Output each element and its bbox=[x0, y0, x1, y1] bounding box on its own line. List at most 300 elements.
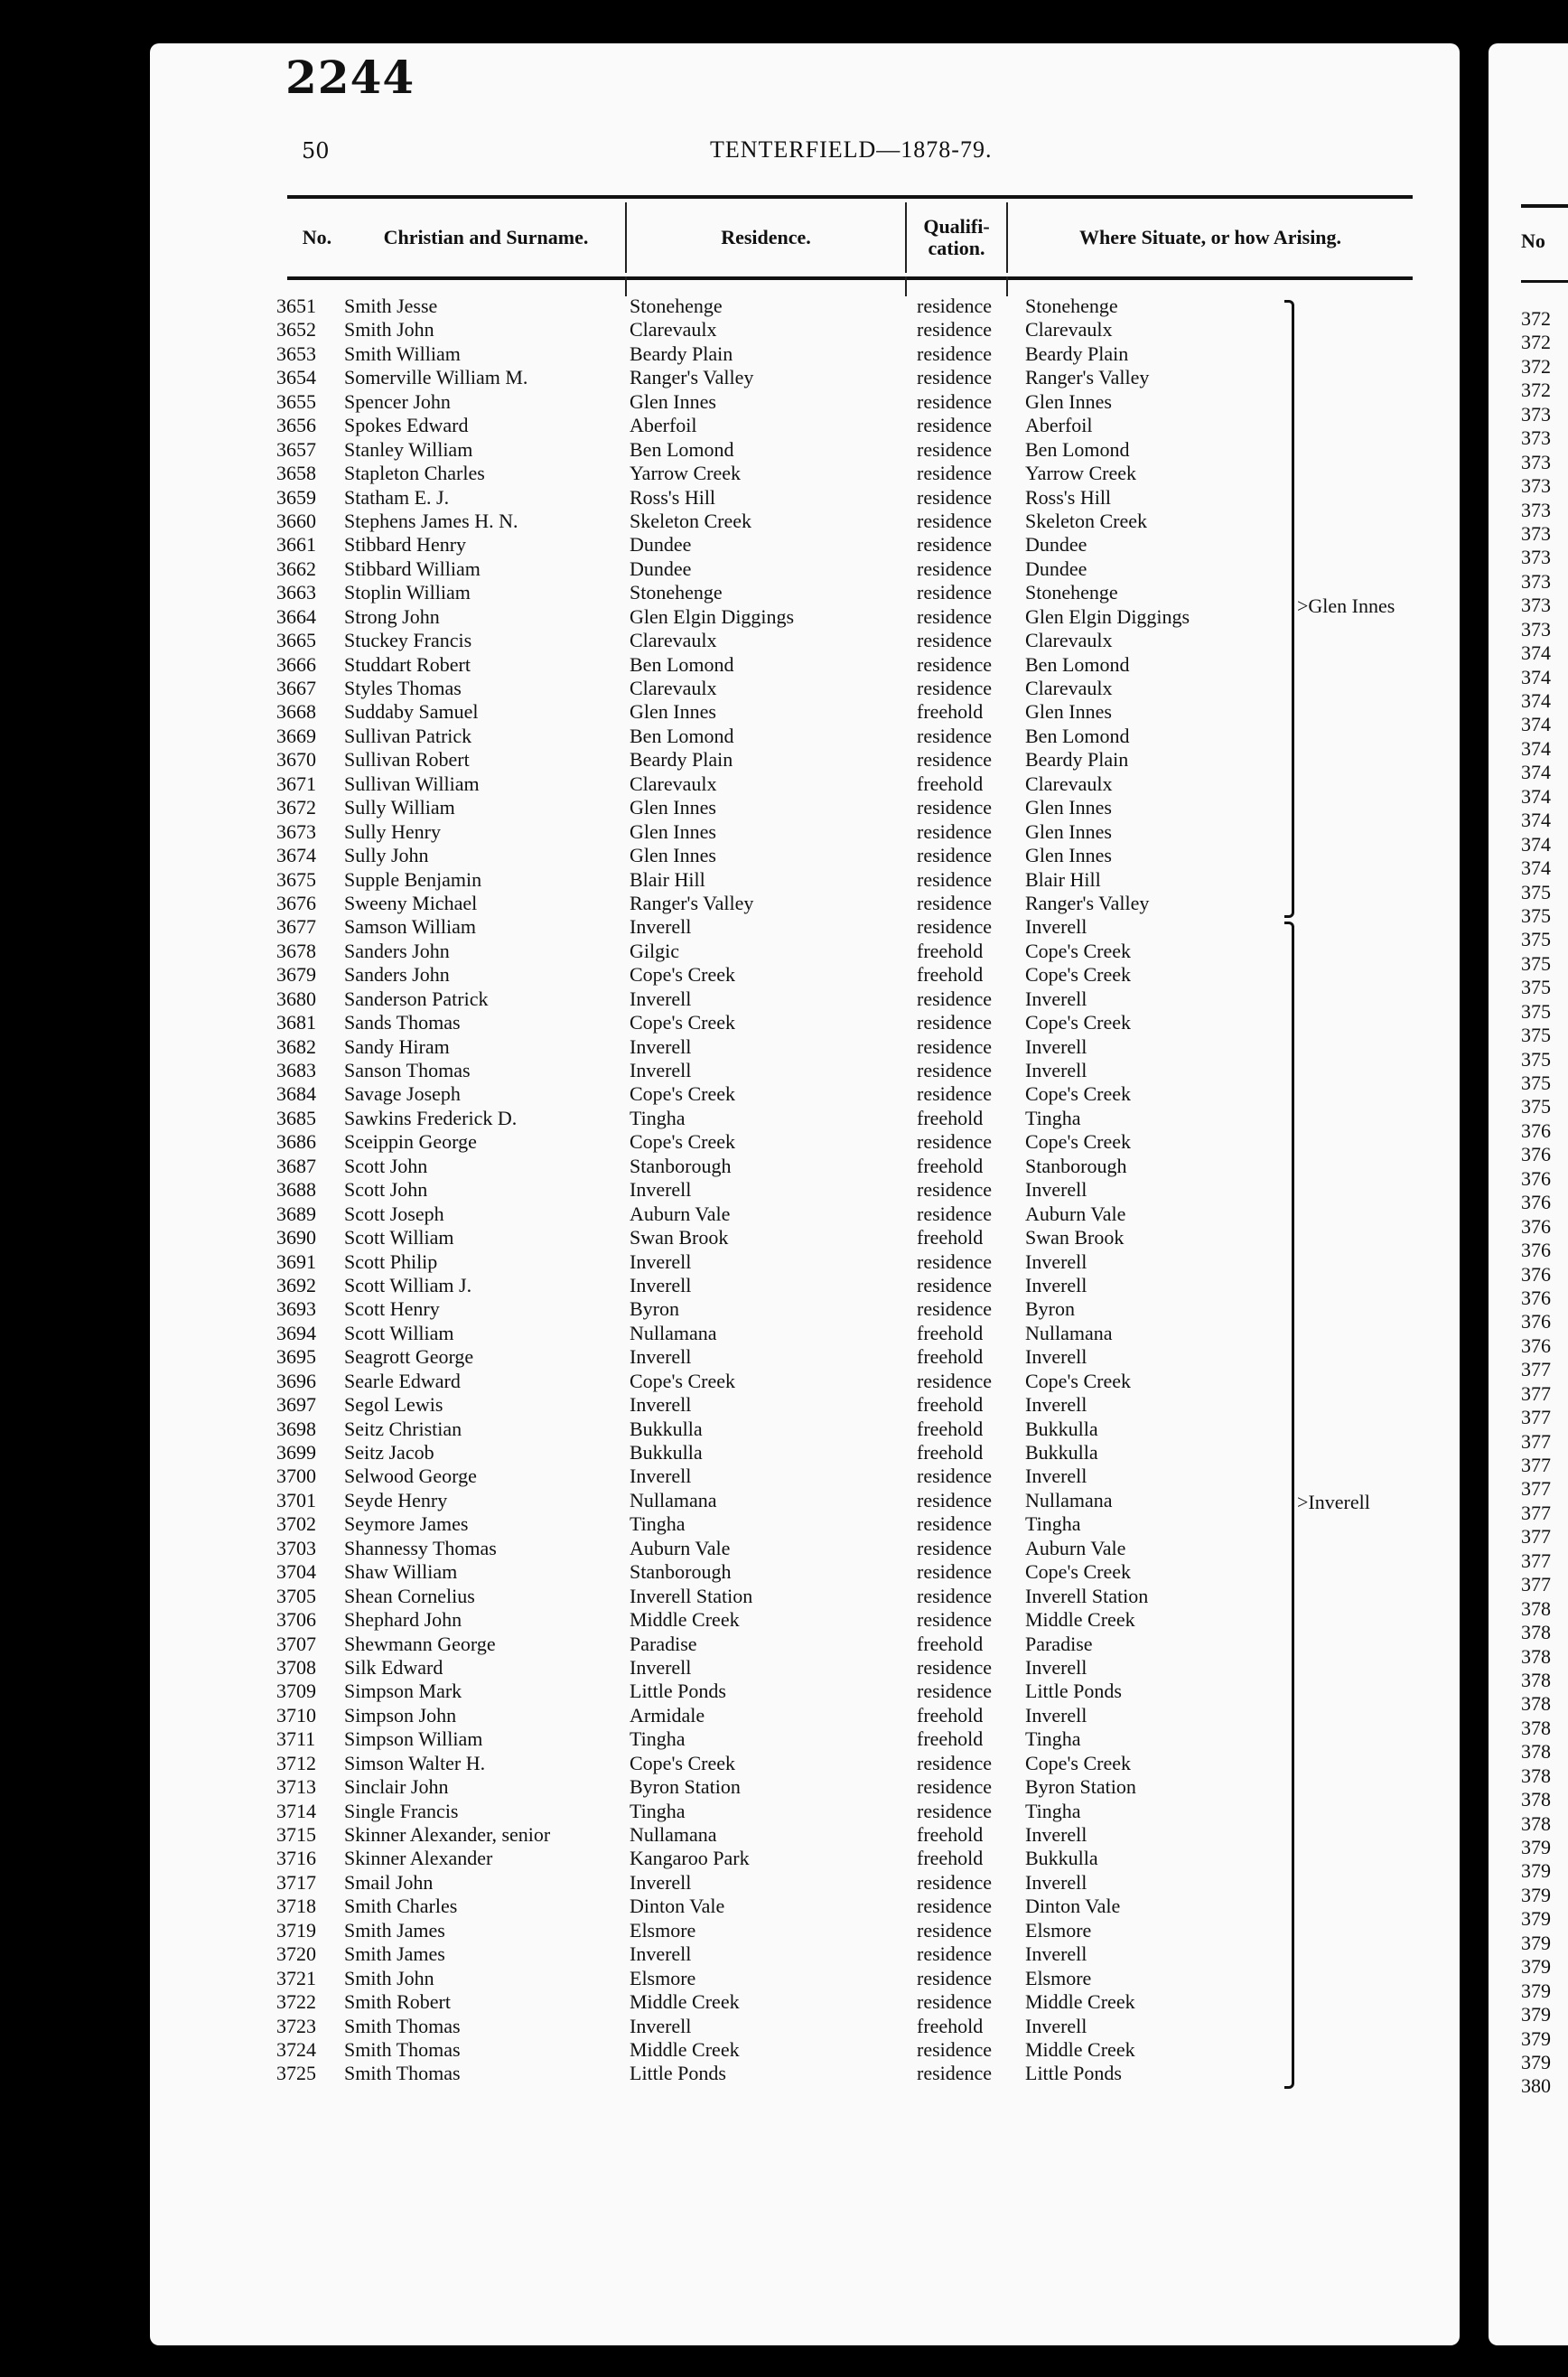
table-row bbox=[150, 1178, 1460, 1202]
adjacent-entry-number: 372 bbox=[1521, 354, 1551, 378]
elector-name: Sands Thomas bbox=[344, 1011, 461, 1034]
entry-number: 3679 bbox=[276, 963, 316, 987]
elector-name: Smith Robert bbox=[344, 1990, 451, 2014]
column-header bbox=[287, 195, 1413, 280]
elector-name: Seagrott George bbox=[344, 1345, 474, 1369]
residence: Inverell bbox=[630, 1273, 692, 1296]
qualification: residence bbox=[917, 437, 993, 461]
table-row bbox=[150, 1418, 1460, 1441]
entry-number: 3721 bbox=[276, 1966, 316, 1989]
entry-number: 3680 bbox=[276, 987, 316, 1010]
entry-number: 3663 bbox=[276, 581, 316, 604]
where-situate: Auburn Vale bbox=[1025, 1536, 1126, 1559]
entry-number: 3697 bbox=[276, 1393, 316, 1417]
entry-number: 3719 bbox=[276, 1918, 316, 1942]
adjacent-entry-number: 375 bbox=[1521, 880, 1551, 903]
entry-number: 3653 bbox=[276, 342, 316, 365]
qualification: freehold bbox=[917, 2014, 984, 2037]
qualification: residence bbox=[917, 462, 993, 485]
entry-number: 3669 bbox=[276, 724, 316, 747]
entry-number: 3684 bbox=[276, 1082, 316, 1106]
residence: Cope's Creek bbox=[630, 1011, 735, 1034]
table-row bbox=[150, 1250, 1460, 1274]
residence: Ben Lomond bbox=[630, 724, 734, 747]
qualification: residence bbox=[917, 1942, 993, 1966]
adjacent-entry-number: 374 bbox=[1521, 736, 1551, 760]
elector-name: Smith Jesse bbox=[344, 295, 438, 317]
table-row bbox=[150, 295, 1460, 318]
table-row bbox=[150, 510, 1460, 533]
elector-list bbox=[150, 295, 1460, 2086]
table-row bbox=[150, 1465, 1460, 1488]
table-row bbox=[150, 653, 1460, 677]
qualification: freehold bbox=[917, 1106, 984, 1129]
residence: Inverell bbox=[630, 1465, 692, 1488]
qualification: residence bbox=[917, 819, 993, 843]
residence: Cope's Creek bbox=[630, 1082, 735, 1106]
where-situate: Clarevaulx bbox=[1025, 629, 1113, 652]
elector-name: Sanderson Patrick bbox=[344, 987, 489, 1010]
where-situate: Beardy Plain bbox=[1025, 748, 1129, 772]
entry-number: 3651 bbox=[276, 295, 316, 317]
residence: Stonehenge bbox=[630, 581, 723, 604]
qualification: freehold bbox=[917, 1727, 984, 1751]
where-situate: Ben Lomond bbox=[1025, 437, 1130, 461]
qualification: residence bbox=[917, 1799, 993, 1822]
where-situate: Glen Innes bbox=[1025, 389, 1112, 413]
elector-name: Smith Thomas bbox=[344, 2014, 461, 2037]
adjacent-entry-number: 377 bbox=[1521, 1549, 1551, 1572]
qualification: residence bbox=[917, 1034, 993, 1058]
entry-number: 3691 bbox=[276, 1249, 316, 1273]
entry-number: 3706 bbox=[276, 1608, 316, 1632]
where-situate: Glen Innes bbox=[1025, 700, 1112, 724]
residence: Ben Lomond bbox=[630, 437, 734, 461]
elector-name: Styles Thomas bbox=[344, 677, 462, 699]
residence: Clarevaulx bbox=[630, 772, 717, 795]
entry-number: 3681 bbox=[276, 1011, 316, 1034]
elector-name: Smith James bbox=[344, 1918, 445, 1942]
adjacent-entry-number: 376 bbox=[1521, 1262, 1551, 1286]
elector-name: Smith William bbox=[344, 342, 461, 365]
elector-name: Shean Cornelius bbox=[344, 1584, 475, 1607]
residence: Glen Elgin Diggings bbox=[630, 604, 795, 628]
entry-number: 3656 bbox=[276, 414, 316, 437]
adjacent-entry-number: 376 bbox=[1521, 1239, 1551, 1262]
residence: Glen Innes bbox=[630, 819, 716, 843]
where-situate: Little Ponds bbox=[1025, 2062, 1122, 2085]
where-situate: Nullamana bbox=[1025, 1488, 1113, 1511]
table-row bbox=[150, 963, 1460, 987]
elector-name: Smith John bbox=[344, 318, 434, 342]
elector-name: Sullivan Patrick bbox=[344, 724, 472, 747]
adjacent-entry-number: 373 bbox=[1521, 402, 1551, 426]
adjacent-entry-number: 375 bbox=[1521, 976, 1551, 999]
qualification: residence bbox=[917, 1249, 993, 1273]
residence: Nullamana bbox=[630, 1823, 717, 1846]
entry-number: 3678 bbox=[276, 939, 316, 962]
entry-number: 3657 bbox=[276, 437, 316, 461]
elector-name: Scott William bbox=[344, 1226, 454, 1249]
residence: Beardy Plain bbox=[630, 342, 733, 365]
qualification: residence bbox=[917, 1059, 993, 1081]
table-row bbox=[150, 1203, 1460, 1226]
adjacent-entry-number: 372 bbox=[1521, 307, 1551, 330]
adjacent-entry-number: 374 bbox=[1521, 713, 1551, 736]
qualification: residence bbox=[917, 1560, 993, 1584]
elector-name: Smith Thomas bbox=[344, 2037, 461, 2061]
table-row bbox=[150, 1011, 1460, 1034]
entry-number: 3724 bbox=[276, 2037, 316, 2061]
adjacent-entry-number: 372 bbox=[1521, 331, 1551, 354]
residence: Glen Innes bbox=[630, 844, 716, 867]
entry-number: 3671 bbox=[276, 772, 316, 795]
where-situate: Clarevaulx bbox=[1025, 318, 1113, 342]
elector-name: Scott William bbox=[344, 1321, 454, 1344]
residence: Clarevaulx bbox=[630, 677, 717, 699]
table-row bbox=[150, 748, 1460, 772]
adjacent-entry-number: 378 bbox=[1521, 1740, 1551, 1764]
elector-name: Seyde Henry bbox=[344, 1488, 448, 1511]
entry-number: 3696 bbox=[276, 1369, 316, 1392]
where-situate: Dundee bbox=[1025, 557, 1087, 580]
table-row bbox=[150, 1895, 1460, 1918]
adjacent-entry-number: 372 bbox=[1521, 379, 1551, 402]
adjacent-entry-number: 380 bbox=[1521, 2074, 1551, 2098]
adjacent-entry-number: 374 bbox=[1521, 665, 1551, 688]
adjacent-entry-number: 373 bbox=[1521, 569, 1551, 593]
residence: Byron bbox=[630, 1297, 679, 1321]
qualification: freehold bbox=[917, 1417, 984, 1440]
where-situate: Bukkulla bbox=[1025, 1441, 1098, 1464]
qualification: residence bbox=[917, 629, 993, 652]
group-label: >Glen Innes bbox=[1297, 594, 1395, 617]
qualification: residence bbox=[917, 724, 993, 747]
adjacent-entry-number: 379 bbox=[1521, 1907, 1551, 1931]
elector-name: Scott John bbox=[344, 1178, 428, 1202]
adjacent-entry-number: 379 bbox=[1521, 1955, 1551, 1979]
elector-name: Smail John bbox=[344, 1870, 434, 1894]
adjacent-entry-number: 374 bbox=[1521, 784, 1551, 808]
adjacent-entry-number: 373 bbox=[1521, 546, 1551, 569]
table-row bbox=[150, 414, 1460, 437]
entry-number: 3664 bbox=[276, 604, 316, 628]
table-row bbox=[150, 868, 1460, 892]
table-row bbox=[150, 605, 1460, 629]
residence: Aberfoil bbox=[630, 414, 697, 437]
group-label: >Inverell bbox=[1297, 1490, 1370, 1513]
where-situate: Inverell bbox=[1025, 1703, 1087, 1727]
qualification: residence bbox=[917, 748, 993, 772]
adjacent-entry-number: 375 bbox=[1521, 1072, 1551, 1094]
entry-number: 3714 bbox=[276, 1799, 316, 1822]
where-situate: Ross's Hill bbox=[1025, 485, 1112, 509]
qualification: residence bbox=[917, 318, 993, 342]
residence: Swan Brook bbox=[630, 1226, 729, 1249]
elector-name: Shephard John bbox=[344, 1608, 462, 1632]
residence: Ben Lomond bbox=[630, 652, 734, 676]
table-row bbox=[150, 940, 1460, 963]
entry-number: 3698 bbox=[276, 1417, 316, 1440]
residence: Middle Creek bbox=[630, 1608, 740, 1632]
elector-name: Searle Edward bbox=[344, 1369, 461, 1392]
entry-number: 3672 bbox=[276, 796, 316, 819]
header-qualification: Qualifi-cation. bbox=[923, 215, 990, 259]
residence: Inverell bbox=[630, 1345, 692, 1369]
qualification: residence bbox=[917, 557, 993, 580]
adjacent-entry-number: 373 bbox=[1521, 617, 1551, 641]
adjacent-entry-number: 377 bbox=[1521, 1454, 1551, 1476]
table-row bbox=[150, 987, 1460, 1011]
table-row bbox=[150, 820, 1460, 844]
residence: Inverell bbox=[630, 1393, 692, 1417]
where-situate: Aberfoil bbox=[1025, 414, 1093, 437]
entry-number: 3722 bbox=[276, 1990, 316, 2014]
where-situate: Bukkulla bbox=[1025, 1417, 1098, 1440]
where-situate: Cope's Creek bbox=[1025, 1369, 1131, 1392]
table-row bbox=[150, 2062, 1460, 2085]
table-row bbox=[150, 1942, 1460, 1966]
residence: Tingha bbox=[630, 1799, 686, 1822]
residence: Tingha bbox=[630, 1727, 686, 1751]
elector-name: Smith James bbox=[344, 1942, 445, 1966]
table-row bbox=[150, 1370, 1460, 1393]
table-row bbox=[150, 1585, 1460, 1608]
header-name: Christian and Surname. bbox=[383, 226, 589, 248]
where-situate: Inverell Station bbox=[1025, 1584, 1149, 1607]
table-row bbox=[150, 1752, 1460, 1775]
adjacent-entry-number: 376 bbox=[1521, 1118, 1551, 1142]
elector-name: Simson Walter H. bbox=[344, 1751, 486, 1774]
where-situate: Auburn Vale bbox=[1025, 1202, 1126, 1225]
entry-number: 3674 bbox=[276, 844, 316, 867]
entry-number: 3701 bbox=[276, 1488, 316, 1511]
residence: Glen Innes bbox=[630, 700, 716, 724]
where-situate: Cope's Creek bbox=[1025, 1011, 1131, 1034]
adjacent-header-rule bbox=[1521, 280, 1568, 283]
adjacent-entry-number: 375 bbox=[1521, 903, 1551, 927]
residence: Bukkulla bbox=[630, 1441, 703, 1464]
table-row bbox=[150, 1155, 1460, 1178]
entry-number: 3708 bbox=[276, 1655, 316, 1679]
where-situate: Little Ponds bbox=[1025, 1680, 1122, 1703]
entry-number: 3677 bbox=[276, 915, 316, 939]
adjacent-number-column bbox=[1521, 307, 1551, 2099]
adjacent-entry-number: 375 bbox=[1521, 928, 1551, 951]
residence: Skeleton Creek bbox=[630, 509, 752, 532]
residence: Little Ponds bbox=[630, 2062, 726, 2085]
adjacent-entry-number: 378 bbox=[1521, 1644, 1551, 1668]
adjacent-entry-number: 379 bbox=[1521, 1859, 1551, 1883]
adjacent-entry-number: 377 bbox=[1521, 1358, 1551, 1381]
qualification: freehold bbox=[917, 1321, 984, 1344]
entry-number: 3695 bbox=[276, 1345, 316, 1369]
elector-name: Scott Henry bbox=[344, 1297, 440, 1321]
where-situate: Inverell bbox=[1025, 1393, 1087, 1417]
adjacent-entry-number: 377 bbox=[1521, 1429, 1551, 1453]
entry-number: 3723 bbox=[276, 2014, 316, 2037]
qualification: freehold bbox=[917, 1823, 984, 1846]
elector-name: Silk Edward bbox=[344, 1655, 443, 1679]
residence: Ranger's Valley bbox=[630, 891, 754, 914]
where-situate: Cope's Creek bbox=[1025, 963, 1131, 987]
qualification: freehold bbox=[917, 772, 984, 795]
table-row bbox=[150, 2038, 1460, 2062]
adjacent-header-no: No bbox=[1521, 229, 1545, 252]
running-title: TENTERFIELD—1878-79. bbox=[710, 136, 993, 163]
table-row bbox=[150, 1871, 1460, 1895]
elector-name: Spencer John bbox=[344, 389, 451, 413]
residence: Middle Creek bbox=[630, 1990, 740, 2014]
residence: Inverell bbox=[630, 987, 692, 1010]
qualification: residence bbox=[917, 1584, 993, 1607]
residence: Inverell bbox=[630, 1178, 692, 1202]
entry-number: 3694 bbox=[276, 1321, 316, 1344]
adjacent-entry-number: 379 bbox=[1521, 1883, 1551, 1906]
entry-number: 3702 bbox=[276, 1512, 316, 1536]
where-situate: Tingha bbox=[1025, 1106, 1081, 1129]
adjacent-entry-number: 373 bbox=[1521, 450, 1551, 473]
residence: Inverell bbox=[630, 2014, 692, 2037]
elector-name: Scott William J. bbox=[344, 1273, 472, 1296]
qualification: residence bbox=[917, 1488, 993, 1511]
residence: Auburn Vale bbox=[630, 1536, 731, 1559]
residence: Elsmore bbox=[630, 1966, 696, 1989]
table-row bbox=[150, 1393, 1460, 1417]
elector-name: Stapleton Charles bbox=[344, 462, 485, 485]
adjacent-entry-number: 378 bbox=[1521, 1668, 1551, 1691]
entry-number: 3700 bbox=[276, 1465, 316, 1488]
adjacent-entry-number: 379 bbox=[1521, 1931, 1551, 1954]
where-situate: Middle Creek bbox=[1025, 1990, 1135, 2014]
entry-number: 3687 bbox=[276, 1154, 316, 1177]
qualification: residence bbox=[917, 1369, 993, 1392]
entry-number: 3688 bbox=[276, 1178, 316, 1202]
where-situate: Inverell bbox=[1025, 1034, 1087, 1058]
table-row bbox=[150, 318, 1460, 342]
where-situate: Nullamana bbox=[1025, 1321, 1113, 1344]
entry-number: 3715 bbox=[276, 1823, 316, 1846]
adjacent-entry-number: 378 bbox=[1521, 1621, 1551, 1644]
where-situate: Stanborough bbox=[1025, 1154, 1127, 1177]
entry-number: 3686 bbox=[276, 1130, 316, 1154]
qualification: residence bbox=[917, 366, 993, 389]
residence: Cope's Creek bbox=[630, 963, 735, 987]
elector-name: Shaw William bbox=[344, 1560, 458, 1584]
table-row bbox=[150, 1512, 1460, 1536]
adjacent-entry-number: 377 bbox=[1521, 1477, 1551, 1501]
adjacent-entry-number: 374 bbox=[1521, 809, 1551, 832]
elector-name: Sullivan William bbox=[344, 772, 480, 795]
where-situate: Glen Innes bbox=[1025, 819, 1112, 843]
table-row bbox=[150, 2015, 1460, 2038]
qualification: residence bbox=[917, 915, 993, 939]
adjacent-entry-number: 377 bbox=[1521, 1525, 1551, 1549]
elector-name: Smith Charles bbox=[344, 1895, 458, 1918]
adjacent-entry-number: 374 bbox=[1521, 689, 1551, 712]
entry-number: 3652 bbox=[276, 318, 316, 342]
adjacent-entry-number: 376 bbox=[1521, 1334, 1551, 1357]
table-row bbox=[150, 1226, 1460, 1249]
residence: Cope's Creek bbox=[630, 1369, 735, 1392]
qualification: residence bbox=[917, 342, 993, 365]
elector-name: Simpson William bbox=[344, 1727, 483, 1751]
where-situate: Inverell bbox=[1025, 1345, 1087, 1369]
entry-number: 3689 bbox=[276, 1202, 316, 1225]
where-situate: Glen Innes bbox=[1025, 796, 1112, 819]
table-row bbox=[150, 1107, 1460, 1130]
entry-number: 3717 bbox=[276, 1870, 316, 1894]
qualification: residence bbox=[917, 1178, 993, 1202]
adjacent-page bbox=[1489, 43, 1568, 2345]
table-row bbox=[150, 1489, 1460, 1512]
table-row bbox=[150, 1059, 1460, 1082]
entry-number: 3675 bbox=[276, 867, 316, 891]
elector-name: Shewmann George bbox=[344, 1632, 496, 1655]
adjacent-entry-number: 378 bbox=[1521, 1716, 1551, 1739]
elector-name: Suddaby Samuel bbox=[344, 700, 479, 724]
residence: Cope's Creek bbox=[630, 1751, 735, 1774]
adjacent-entry-number: 374 bbox=[1521, 641, 1551, 665]
adjacent-entry-number: 378 bbox=[1521, 1788, 1551, 1811]
table-row bbox=[150, 533, 1460, 557]
entry-number: 3658 bbox=[276, 462, 316, 485]
residence: Inverell bbox=[630, 1655, 692, 1679]
elector-name: Samson William bbox=[344, 915, 476, 939]
where-situate: Elsmore bbox=[1025, 1966, 1092, 1989]
qualification: residence bbox=[917, 1895, 993, 1918]
where-situate: Inverell bbox=[1025, 915, 1087, 939]
qualification: residence bbox=[917, 1608, 993, 1632]
table-row bbox=[150, 366, 1460, 389]
where-situate: Ben Lomond bbox=[1025, 724, 1130, 747]
adjacent-entry-number: 374 bbox=[1521, 832, 1551, 856]
residence: Paradise bbox=[630, 1632, 697, 1655]
residence: Inverell bbox=[630, 1034, 692, 1058]
elector-name: Sanders John bbox=[344, 963, 450, 987]
residence: Auburn Vale bbox=[630, 1202, 731, 1225]
entry-number: 3705 bbox=[276, 1584, 316, 1607]
header-residence: Residence. bbox=[721, 226, 811, 248]
qualification: residence bbox=[917, 1655, 993, 1679]
table-row bbox=[150, 725, 1460, 748]
adjacent-entry-number: 373 bbox=[1521, 474, 1551, 498]
table-row bbox=[150, 844, 1460, 867]
adjacent-entry-number: 378 bbox=[1521, 1692, 1551, 1716]
qualification: residence bbox=[917, 295, 993, 317]
entry-number: 3720 bbox=[276, 1942, 316, 1966]
table-row bbox=[150, 1537, 1460, 1560]
entry-number: 3666 bbox=[276, 652, 316, 676]
elector-name: Sceippin George bbox=[344, 1130, 477, 1154]
elector-name: Segol Lewis bbox=[344, 1393, 443, 1417]
table-row bbox=[150, 1727, 1460, 1751]
elector-name: Smith Thomas bbox=[344, 2062, 461, 2085]
where-situate: Inverell bbox=[1025, 1059, 1087, 1081]
where-situate: Inverell bbox=[1025, 1942, 1087, 1966]
adjacent-entry-number: 379 bbox=[1521, 2050, 1551, 2073]
entry-number: 3709 bbox=[276, 1680, 316, 1703]
qualification: residence bbox=[917, 2037, 993, 2061]
residence: Byron Station bbox=[630, 1775, 741, 1799]
where-situate: Middle Creek bbox=[1025, 1608, 1135, 1632]
entry-number: 3711 bbox=[276, 1727, 316, 1751]
table-row bbox=[150, 1608, 1460, 1632]
where-situate: Byron Station bbox=[1025, 1775, 1136, 1799]
elector-name: Savage Joseph bbox=[344, 1082, 461, 1106]
elector-name: Sandy Hiram bbox=[344, 1034, 450, 1058]
where-situate: Glen Elgin Diggings bbox=[1025, 604, 1190, 628]
